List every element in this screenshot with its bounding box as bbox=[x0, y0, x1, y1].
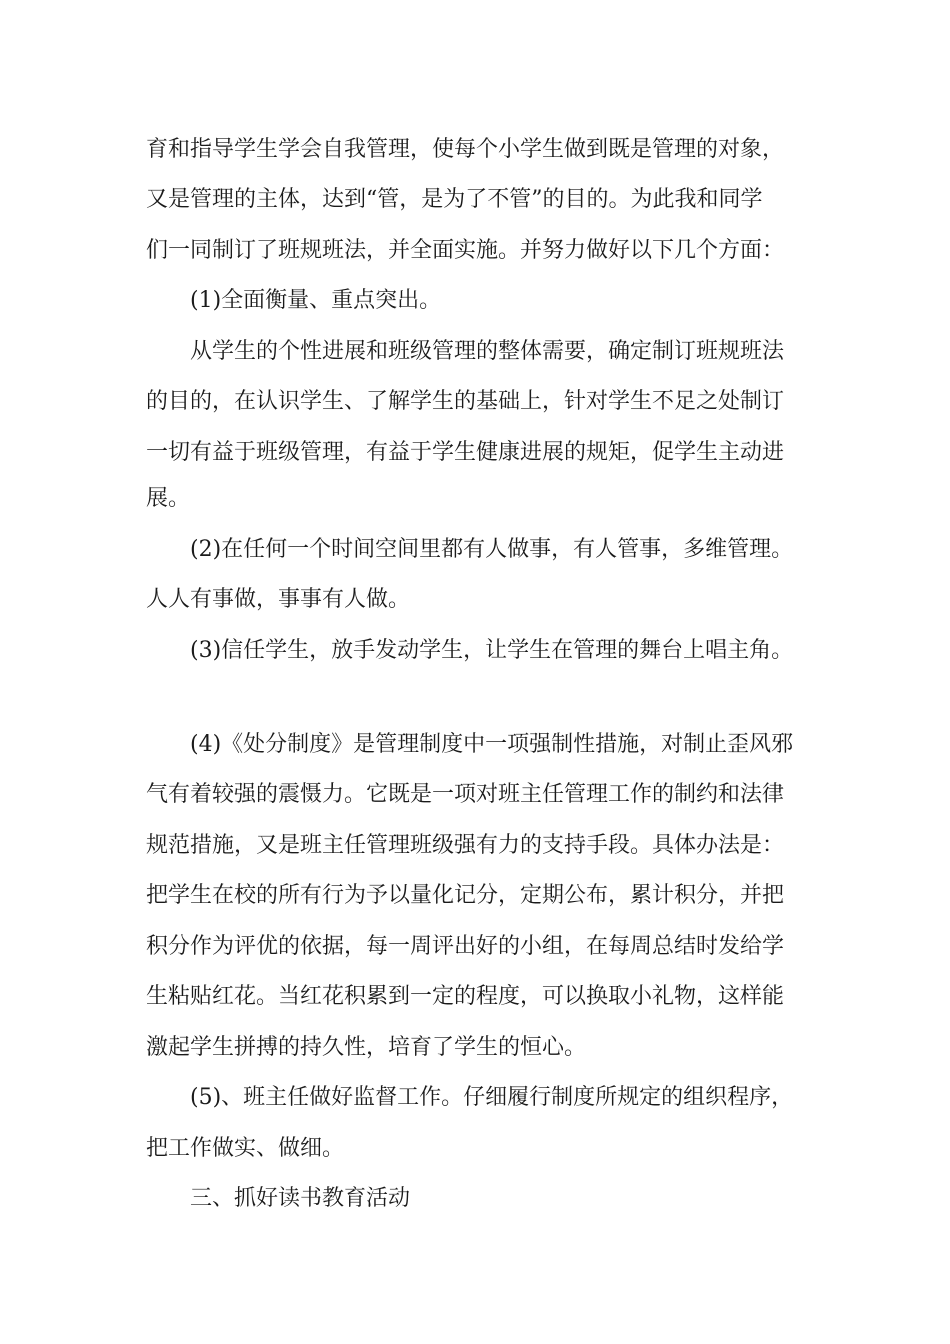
text-line: 气有着较强的震慑力。它既是一项对班主任管理工作的制约和法律 bbox=[146, 782, 785, 807]
text-line: 把工作做实、做细。 bbox=[146, 1136, 345, 1161]
list-item-heading: (1)全面衡量、重点突出。 bbox=[190, 288, 442, 313]
section-heading: 三、抓好读书教育活动 bbox=[190, 1186, 411, 1211]
text-line: (3)信任学生，放手发动学生，让学生在管理的舞台上唱主角。 bbox=[190, 638, 794, 663]
text-line: 育和指导学生学会自我管理，使每个小学生做到既是管理的对象， bbox=[146, 137, 785, 162]
text-line: 规范措施，又是班主任管理班级强有力的支持手段。具体办法是： bbox=[146, 833, 785, 858]
text-line: 人人有事做，事事有人做。 bbox=[146, 587, 411, 612]
text-line: 从学生的个性进展和班级管理的整体需要，确定制订班规班法 bbox=[190, 339, 785, 364]
text-line: (5)、班主任做好监督工作。仔细履行制度所规定的组织程序， bbox=[190, 1085, 794, 1110]
text-line: 展。 bbox=[146, 486, 191, 511]
text-line: 积分作为评优的依据，每一周评出好的小组，在每周总结时发给学 bbox=[146, 934, 785, 959]
text-line: 的目的，在认识学生、了解学生的基础上，针对学生不足之处制订 bbox=[146, 389, 785, 414]
text-line: 一切有益于班级管理，有益于学生健康进展的规矩，促学生主动进 bbox=[146, 440, 785, 465]
text-line: 又是管理的主体，达到“管，是为了不管”的目的。为此我和同学 bbox=[146, 187, 763, 212]
text-line: 生粘贴红花。当红花积累到一定的程度，可以换取小礼物，这样能 bbox=[146, 984, 785, 1009]
text-line: (2)在任何一个时间空间里都有人做事，有人管事，多维管理。 bbox=[190, 537, 794, 562]
text-line: 们一同制订了班规班法，并全面实施。并努力做好以下几个方面： bbox=[146, 238, 785, 263]
text-line: (4)《处分制度》是管理制度中一项强制性措施，对制止歪风邪 bbox=[190, 732, 794, 757]
text-line: 把学生在校的所有行为予以量化记分，定期公布，累计积分，并把 bbox=[146, 883, 785, 908]
text-line: 激起学生拼搏的持久性，培育了学生的恒心。 bbox=[146, 1035, 587, 1060]
